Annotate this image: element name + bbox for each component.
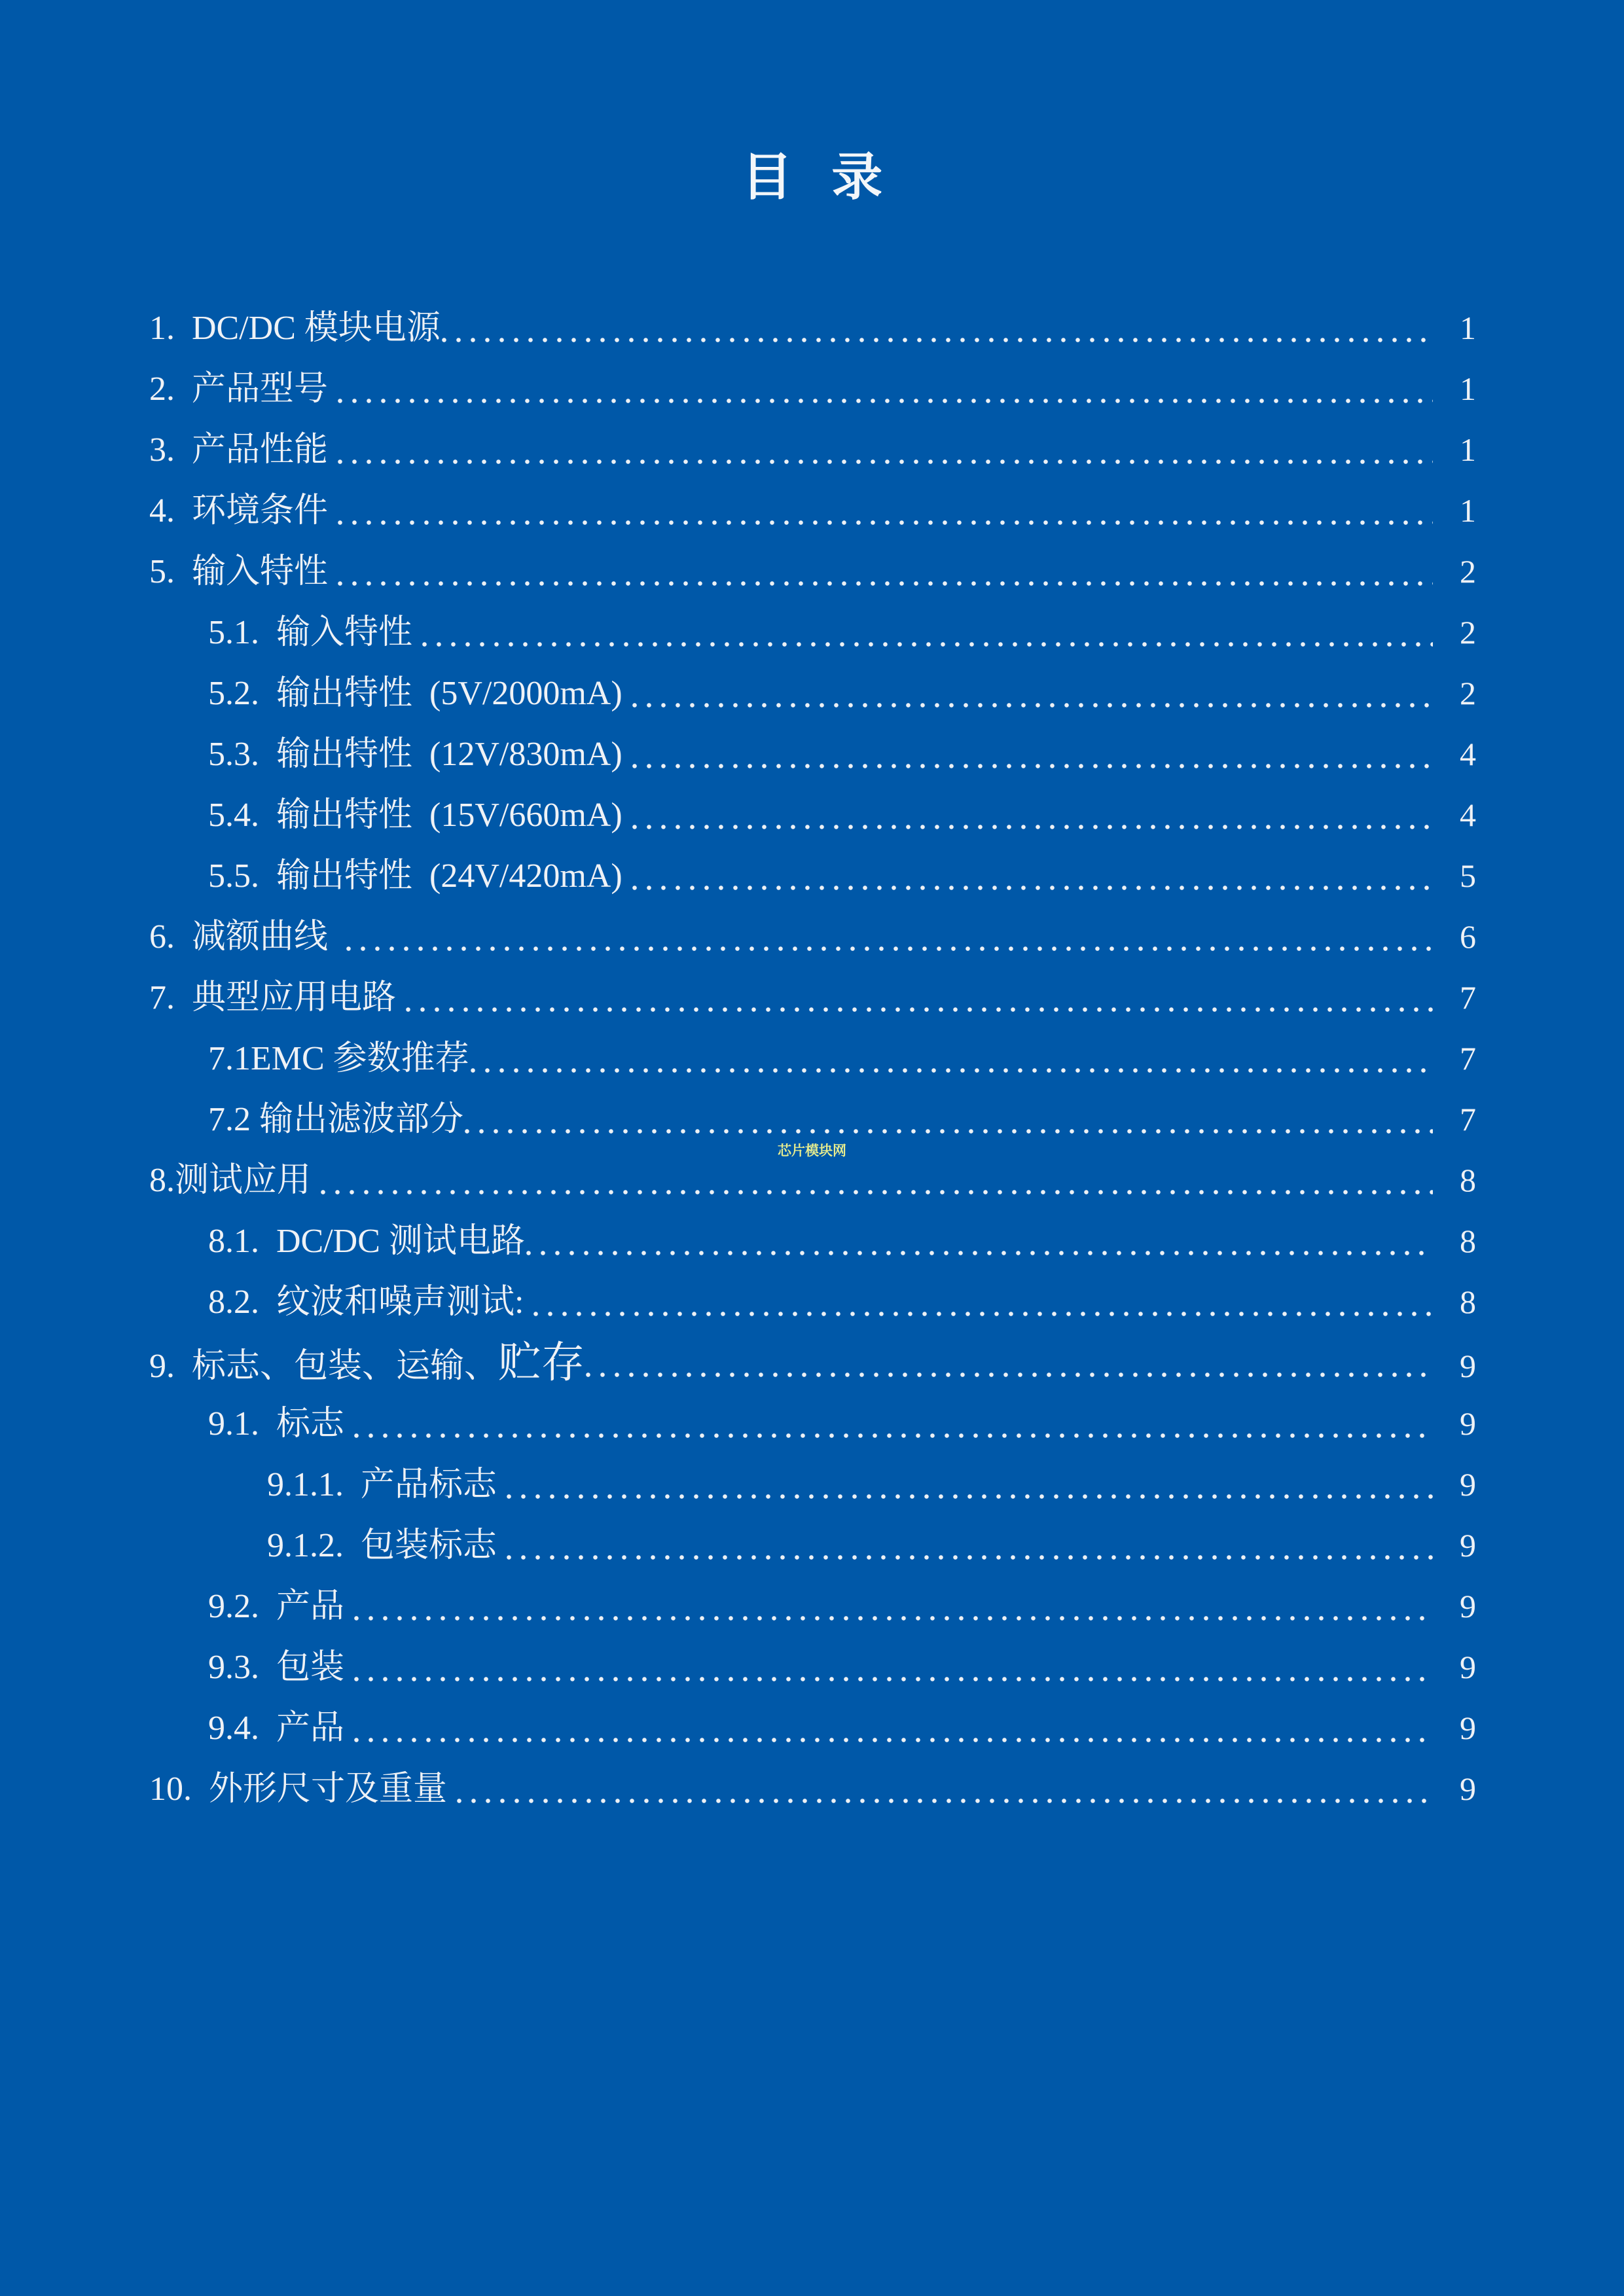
toc-page-number: 8	[1460, 1223, 1476, 1259]
dot-leader	[632, 825, 1433, 829]
toc-page-number: 8	[1460, 1162, 1476, 1198]
toc-entry-text: 5. 输入特性	[149, 553, 337, 590]
toc-page-number: 9	[1460, 1710, 1476, 1746]
dot-leader	[526, 1251, 1433, 1255]
toc-row	[149, 541, 1476, 602]
toc-entry-text: 1. DC/DC 模块电源	[149, 310, 441, 347]
toc-row	[149, 359, 1476, 420]
toc-row	[149, 1333, 1476, 1393]
dot-leader	[632, 703, 1433, 708]
toc-page-number: 6	[1460, 918, 1476, 955]
toc-entry-text: 8.1. DC/DC 测试电路	[208, 1223, 525, 1260]
dot-leader	[632, 764, 1433, 768]
toc-page-number: 7	[1460, 1101, 1476, 1138]
toc-page-number: 9	[1460, 1348, 1476, 1384]
toc-entry-text: 2. 产品型号	[149, 370, 337, 408]
toc-entry-text: 6. 减额曲线	[149, 918, 346, 956]
toc-entry-text: 5.3. 输出特性 (12V/830mA)	[208, 736, 631, 773]
toc-page-number: 8	[1460, 1283, 1476, 1320]
toc-entry-text: 5.2. 输出特性 (5V/2000mA)	[208, 675, 631, 712]
toc-entry-text: 8.2. 纹波和噪声测试:	[208, 1283, 533, 1321]
toc-entry-text: 10. 外形尺寸及重量	[149, 1770, 456, 1808]
toc-row	[149, 906, 1476, 967]
toc-page-number: 5	[1460, 857, 1476, 894]
dot-leader	[346, 946, 1433, 951]
toc-row	[149, 420, 1476, 480]
toc-row	[149, 1698, 1476, 1759]
toc-row	[149, 1454, 1476, 1515]
toc-row	[149, 785, 1476, 846]
dot-leader	[465, 1129, 1433, 1134]
toc-row	[149, 724, 1476, 785]
dot-leader	[457, 1799, 1433, 1803]
toc-page-number: 9	[1460, 1405, 1476, 1442]
toc-page-number: 1	[1460, 310, 1476, 346]
page-title: 目 录	[741, 149, 883, 206]
toc-entry-text: 5.5. 输出特性 (24V/420mA)	[208, 857, 631, 895]
dot-leader	[338, 581, 1433, 586]
toc-row	[149, 298, 1476, 359]
toc-row	[149, 480, 1476, 541]
toc-row	[149, 1211, 1476, 1272]
dot-leader	[471, 1068, 1433, 1073]
toc-entry-text: 9.2. 产品	[208, 1588, 353, 1625]
dot-leader	[354, 1616, 1433, 1621]
toc-entry-text: 5.1. 输入特性	[208, 614, 422, 651]
dot-leader	[422, 642, 1433, 647]
toc-entry-text: 4. 环境条件	[149, 492, 337, 529]
toc-entry-text: 8.测试应用	[149, 1162, 320, 1199]
watermark-text: 芯片模块网	[778, 1143, 846, 1158]
toc-entry-text-emphasis: 贮存	[498, 1339, 585, 1387]
toc-page-number: 7	[1460, 1040, 1476, 1077]
toc-page-number: 4	[1460, 797, 1476, 833]
toc-page-number: 4	[1460, 736, 1476, 772]
dot-leader	[406, 1007, 1433, 1012]
toc-entry-text: 9. 标志、包装、运输、	[149, 1348, 499, 1385]
dot-leader	[354, 1738, 1433, 1742]
toc-page-number: 2	[1460, 614, 1476, 651]
toc-page-number: 9	[1460, 1588, 1476, 1624]
dot-leader	[632, 886, 1433, 890]
toc-page-number: 9	[1460, 1466, 1476, 1503]
dot-leader	[507, 1494, 1433, 1499]
dot-leader	[321, 1190, 1433, 1194]
toc-row	[149, 663, 1476, 724]
toc-entry-text: 7.1EMC 参数推荐	[208, 1040, 469, 1077]
toc-row	[149, 1028, 1476, 1089]
toc-list	[149, 298, 1476, 1820]
dot-leader	[338, 520, 1433, 525]
toc-row	[149, 1637, 1476, 1698]
toc-entry-text: 9.1.2. 包装标志	[267, 1527, 506, 1564]
toc-row	[149, 1515, 1476, 1576]
toc-entry-text: 5.4. 输出特性 (15V/660mA)	[208, 797, 631, 834]
toc-entry-text: 9.1.1. 产品标志	[267, 1466, 506, 1503]
dot-leader	[507, 1555, 1433, 1560]
dot-leader	[338, 459, 1433, 464]
toc-page-number: 9	[1460, 1527, 1476, 1564]
toc-page-number: 1	[1460, 431, 1476, 468]
toc-row	[149, 1393, 1476, 1454]
toc-row	[149, 1272, 1476, 1333]
toc-row	[149, 1576, 1476, 1637]
toc-row	[149, 846, 1476, 906]
toc-page-number: 1	[1460, 492, 1476, 529]
toc-entry-text: 9.1. 标志	[208, 1405, 353, 1443]
toc-page-number: 2	[1460, 675, 1476, 711]
toc-row	[149, 602, 1476, 663]
dot-leader	[586, 1372, 1433, 1377]
toc-entry-text: 9.4. 产品	[208, 1710, 353, 1747]
toc-row	[149, 1759, 1476, 1820]
dot-leader	[354, 1677, 1433, 1681]
toc-page-number: 7	[1460, 979, 1476, 1016]
toc-entry-text: 7. 典型应用电路	[149, 979, 405, 1016]
toc-page-number: 9	[1460, 1649, 1476, 1685]
toc-entry-text: 9.3. 包装	[208, 1649, 353, 1686]
dot-leader	[533, 1312, 1433, 1316]
toc-page-number: 9	[1460, 1770, 1476, 1807]
dot-leader	[442, 338, 1433, 342]
toc-page-number: 2	[1460, 553, 1476, 590]
toc-row	[149, 967, 1476, 1028]
dot-leader	[338, 399, 1433, 403]
toc-entry-text: 7.2 输出滤波部分	[208, 1101, 464, 1138]
toc-page-number: 1	[1460, 370, 1476, 407]
toc-entry-text: 3. 产品性能	[149, 431, 337, 469]
dot-leader	[354, 1433, 1433, 1438]
